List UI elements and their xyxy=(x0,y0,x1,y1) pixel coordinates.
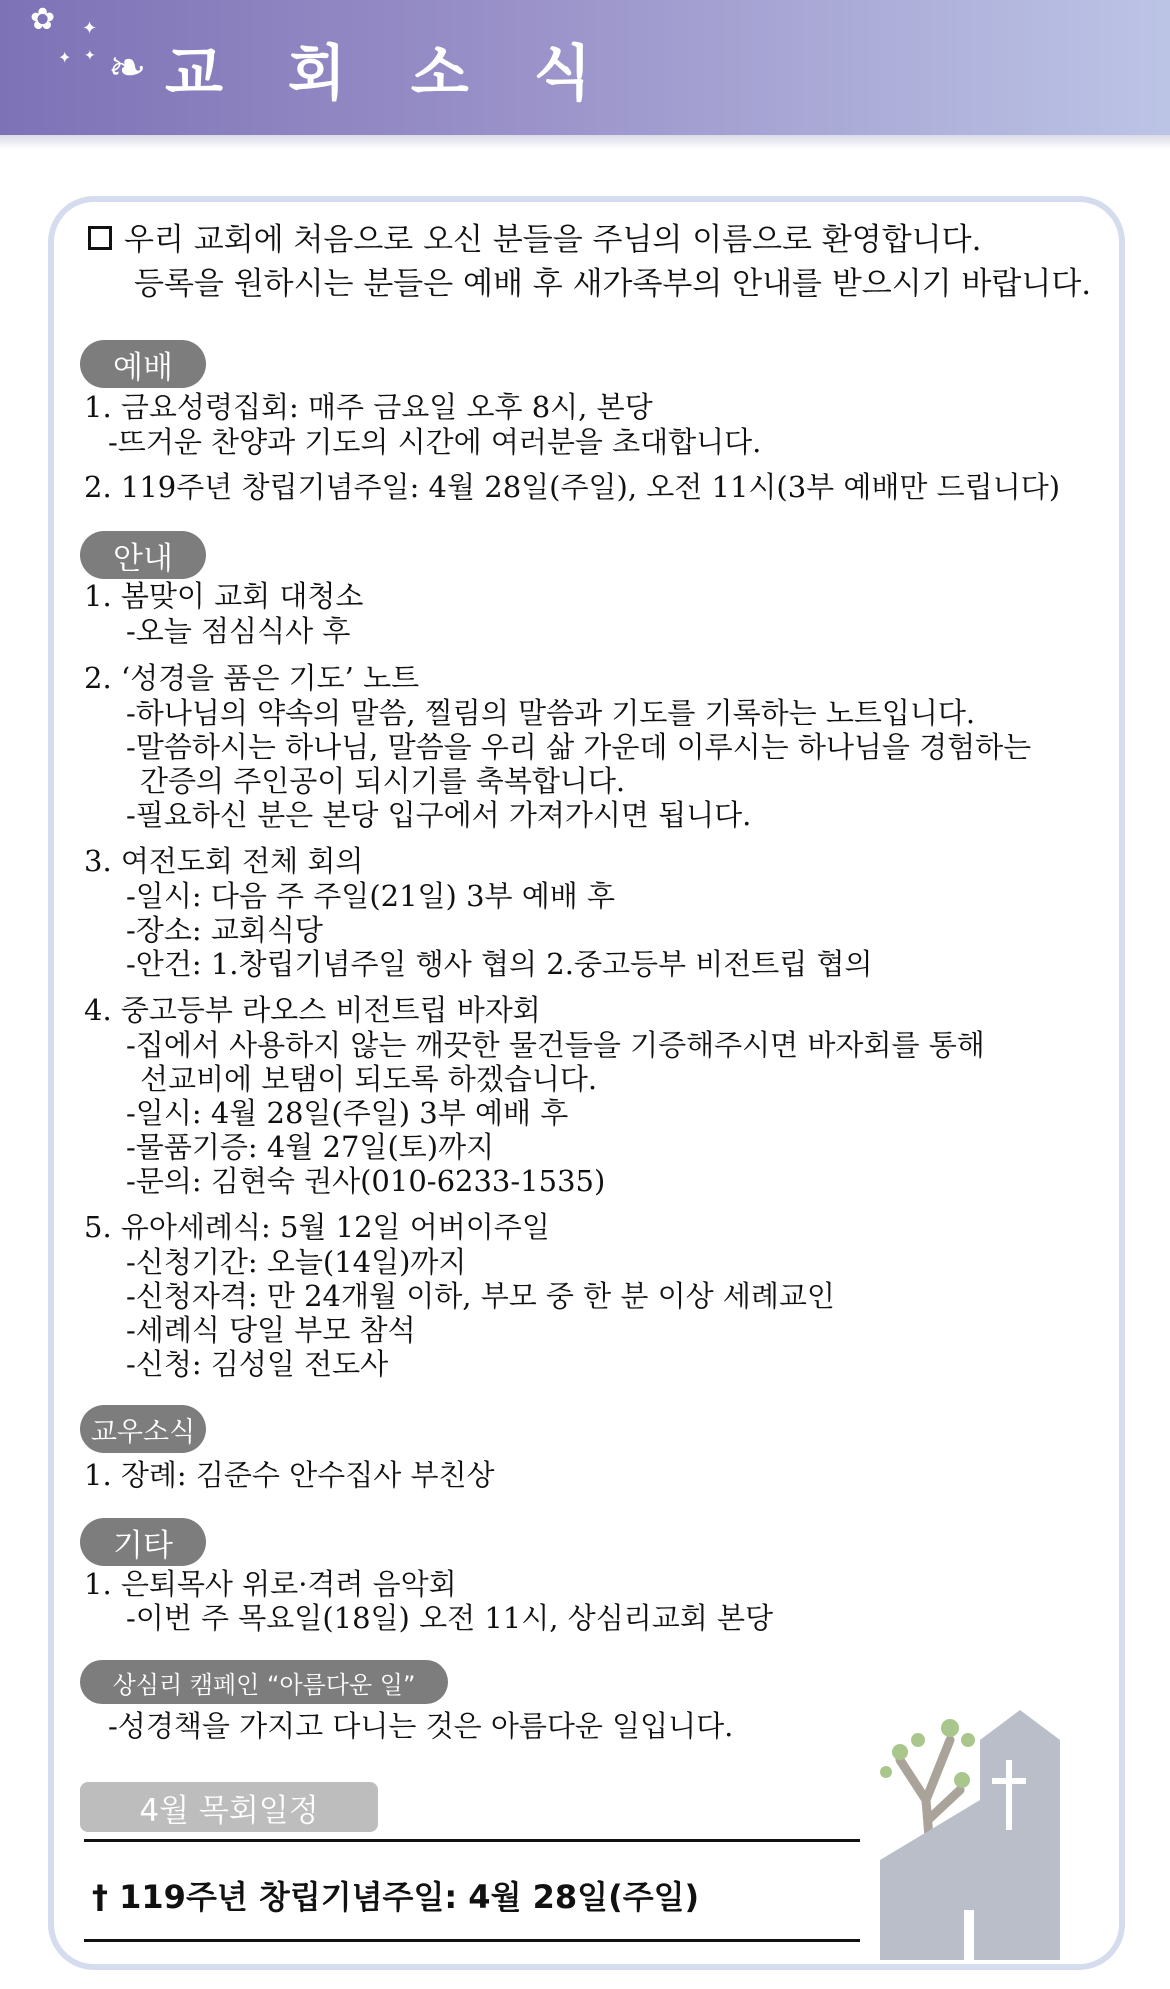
schedule-label: 4월 목회일정 xyxy=(80,1782,378,1832)
list-item: -신청자격: 만 24개월 이하, 부모 중 한 분 이상 세례교인 xyxy=(126,1279,835,1313)
list-item: 4. 중고등부 라오스 비전트립 바자회 xyxy=(84,993,541,1027)
list-item: -일시: 다음 주 주일(21일) 3부 예배 후 xyxy=(126,879,616,913)
list-item: 1. 봄맞이 교회 대청소 xyxy=(84,579,364,613)
list-item: -뜨거운 찬양과 기도의 시간에 여러분을 초대합니다. xyxy=(108,425,762,459)
flower-icon: ✿ xyxy=(30,2,56,37)
intro-line: 우리 교회에 처음으로 오신 분들을 주님의 이름으로 환영합니다. xyxy=(124,222,982,258)
list-item: -문의: 김현숙 권사(010-6233-1535) xyxy=(126,1164,606,1198)
leaf-icon: ❧ xyxy=(108,40,147,94)
page-header xyxy=(0,0,1170,135)
page-title: 교 회 소 식 xyxy=(165,39,614,109)
list-item: 2. 119주년 창립기념주일: 4월 28일(주일), 오전 11시(3부 예배만 드립니다) xyxy=(84,470,1061,504)
list-item: -일시: 4월 28일(주일) 3부 예배 후 xyxy=(126,1096,569,1130)
section-label-notice: 안내 xyxy=(80,531,206,579)
list-item: -하나님의 약속의 말씀, 찔림의 말씀과 기도를 기록하는 노트입니다. xyxy=(126,696,976,730)
list-item: -세례식 당일 부모 참석 xyxy=(126,1313,416,1347)
list-item: 1. 은퇴목사 위로·격려 음악회 xyxy=(84,1567,457,1601)
list-item: -말씀하시는 하나님, 말씀을 우리 삶 가운데 이루시는 하나님을 경험하는 xyxy=(126,730,1032,764)
list-item: -집에서 사용하지 않는 깨끗한 물건들을 기증해주시면 바자회를 통해 xyxy=(126,1028,985,1062)
list-item: -필요하신 분은 본당 입구에서 가져가시면 됩니다. xyxy=(126,798,752,832)
list-item: 1. 금요성령집회: 매주 금요일 오후 8시, 본당 xyxy=(84,390,653,424)
list-item: 1. 장례: 김준수 안수집사 부친상 xyxy=(84,1458,495,1492)
list-item: 2. ‘성경을 품은 기도’ 노트 xyxy=(84,661,420,695)
list-item: 선교비에 보탬이 되도록 하겠습니다. xyxy=(140,1062,598,1096)
header-shadow xyxy=(0,135,1170,149)
divider xyxy=(84,1939,860,1942)
list-item: -안건: 1.창립기념주일 행사 협의 2.중고등부 비전트립 협의 xyxy=(126,947,873,981)
church-illustration xyxy=(860,1680,1090,1960)
section-label-members: 교우소식 xyxy=(80,1405,206,1453)
list-item: -이번 주 목요일(18일) 오전 11시, 상심리교회 본당 xyxy=(126,1601,773,1635)
list-item: -오늘 점심식사 후 xyxy=(126,614,351,648)
list-item: 3. 여전도회 전체 회의 xyxy=(84,844,364,878)
checkbox-bullet-icon xyxy=(88,226,112,250)
church-icon xyxy=(880,1710,1060,1960)
list-item: 5. 유아세례식: 5월 12일 어버이주일 xyxy=(84,1210,550,1244)
section-label-worship: 예배 xyxy=(80,340,206,388)
divider xyxy=(84,1839,860,1842)
section-label-campaign: 상심리 캠페인 “아름다운 일” xyxy=(80,1660,448,1704)
intro-line: 등록을 원하시는 분들은 예배 후 새가족부의 안내를 받으시기 바랍니다. xyxy=(134,266,1092,302)
list-item: -신청기간: 오늘(14일)까지 xyxy=(126,1245,467,1279)
list-item: -물품기증: 4월 27일(토)까지 xyxy=(126,1130,495,1164)
sparkle-icon: ✦ xyxy=(58,48,72,67)
schedule-item: † 119주년 창립기념주일: 4월 28일(주일) xyxy=(92,1878,700,1916)
sparkle-icon: ✦ xyxy=(84,48,96,64)
list-item: -성경책을 가지고 다니는 것은 아름다운 일입니다. xyxy=(108,1709,734,1743)
sparkle-icon: ✦ xyxy=(82,18,98,39)
list-item: -신청: 김성일 전도사 xyxy=(126,1347,389,1381)
list-item: -장소: 교회식당 xyxy=(126,913,323,947)
section-label-etc: 기타 xyxy=(80,1518,206,1566)
list-item: 간증의 주인공이 되시기를 축복합니다. xyxy=(140,764,626,798)
